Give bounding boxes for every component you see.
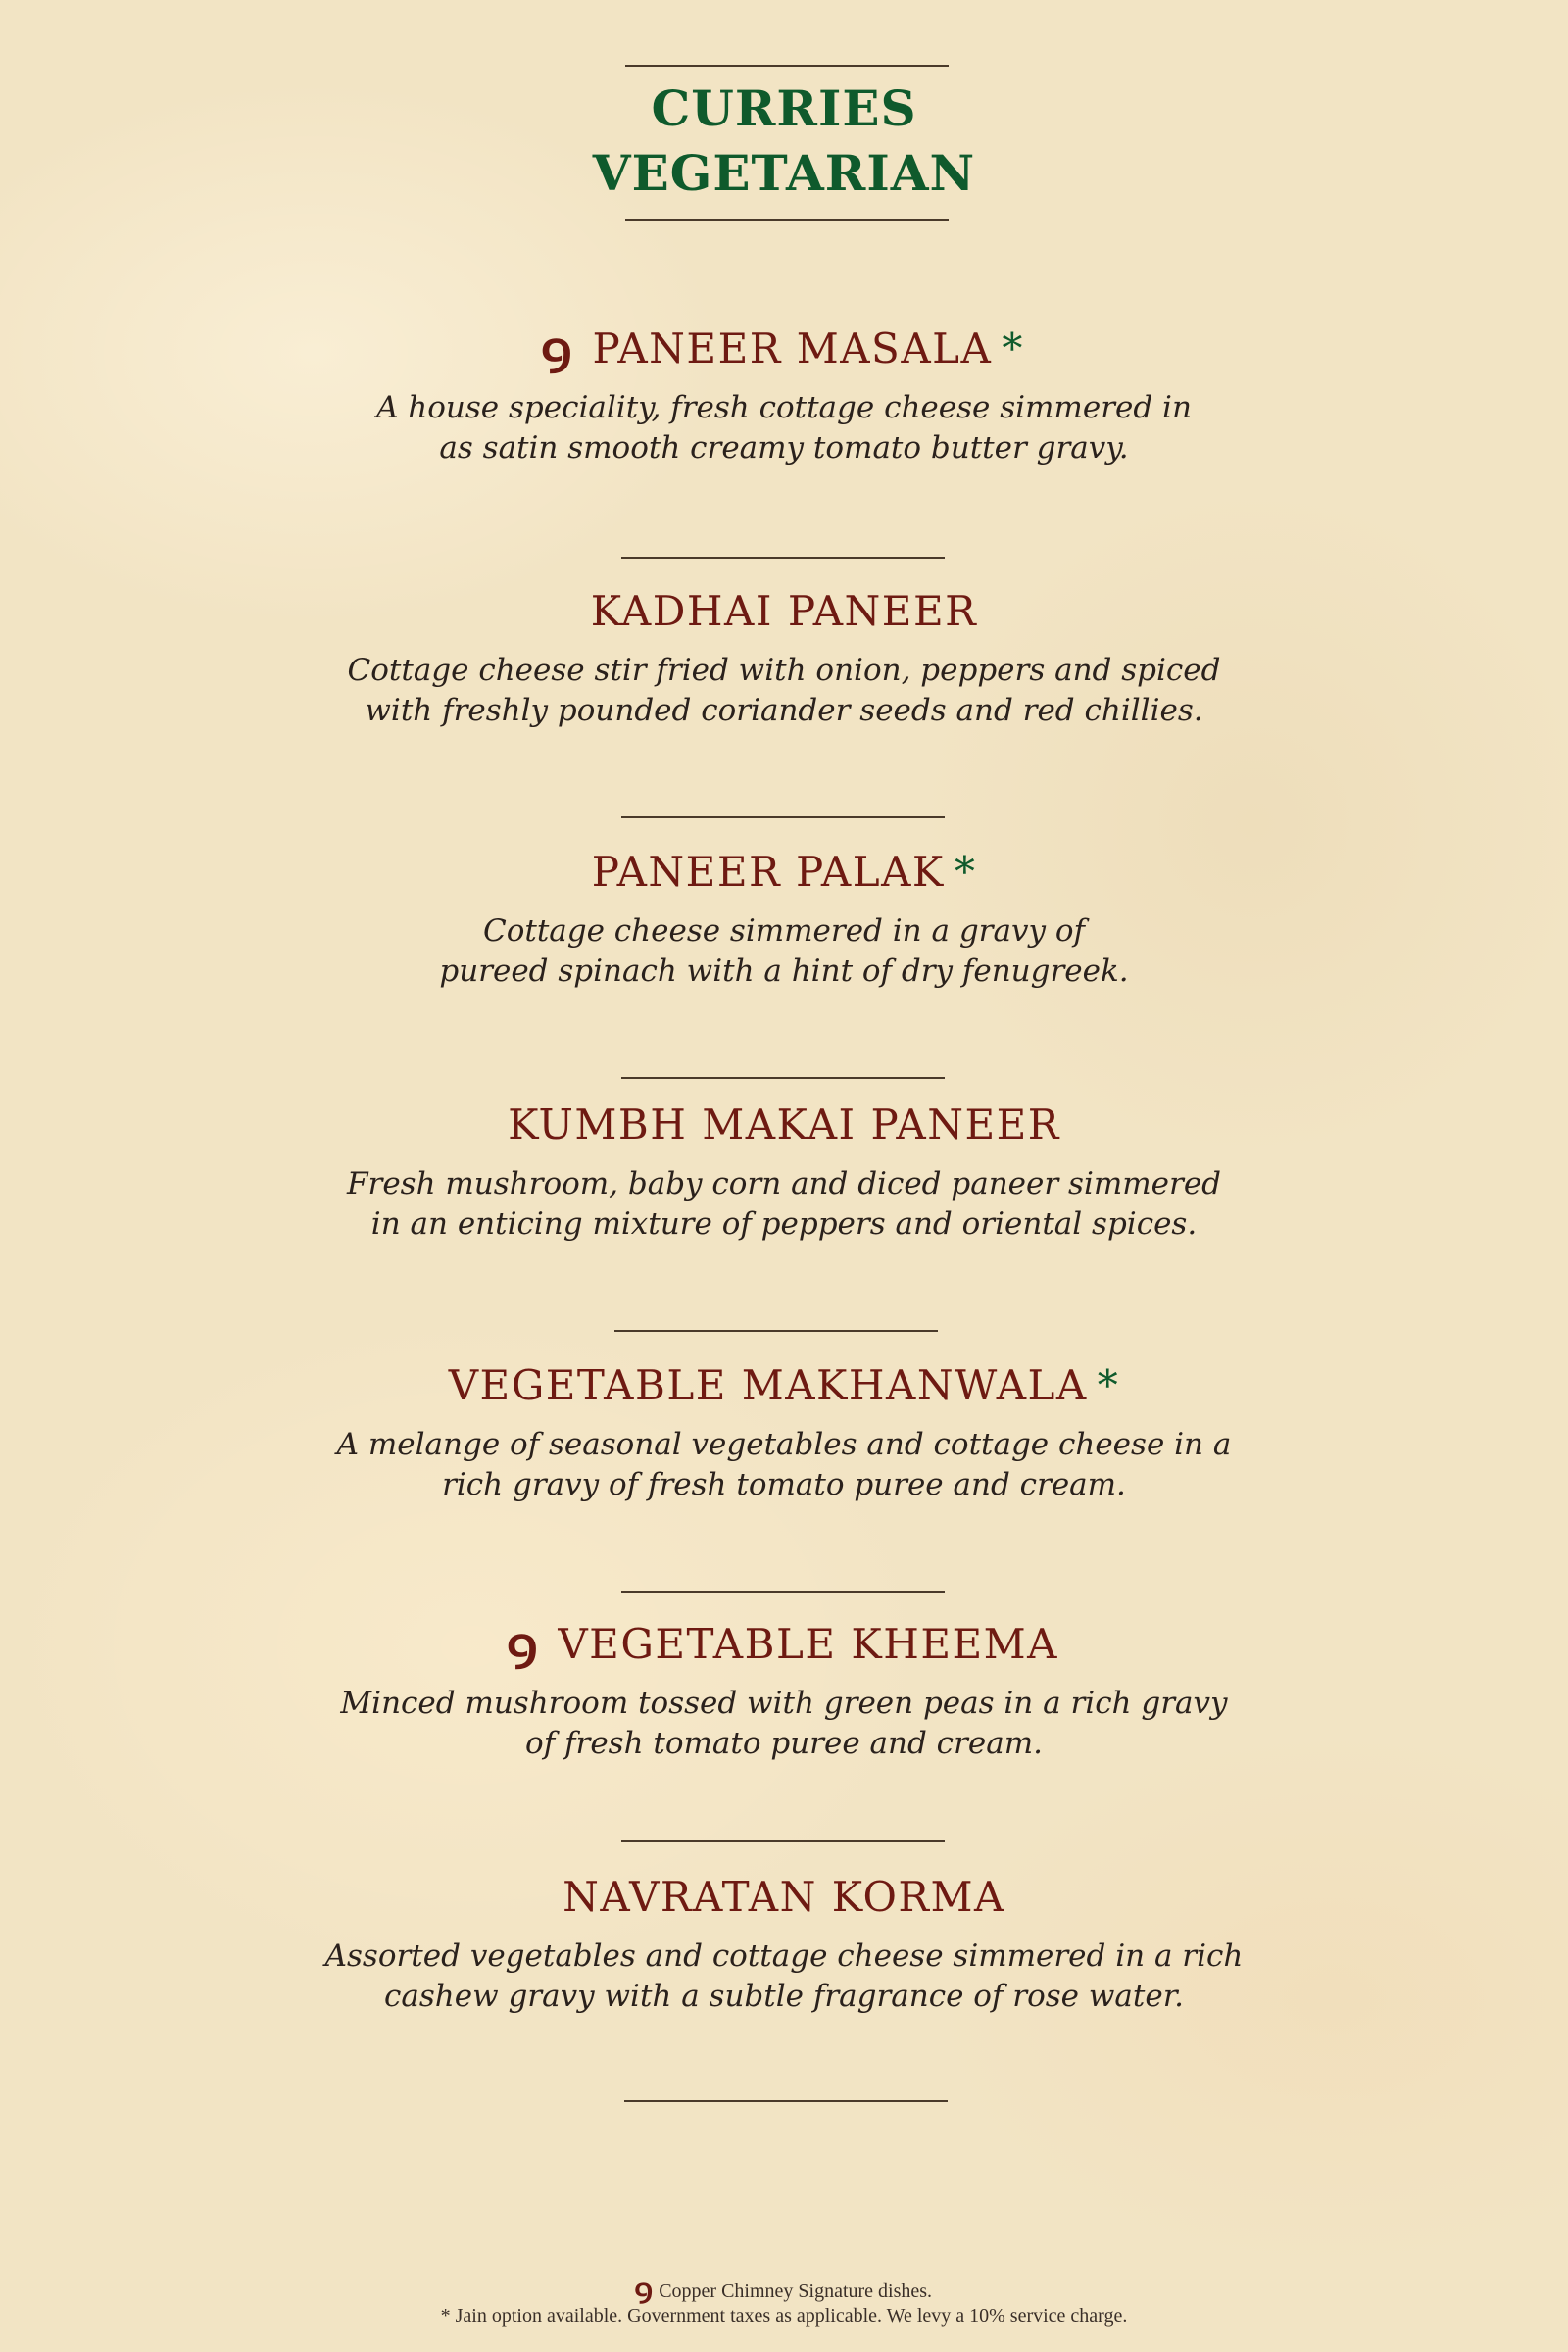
menu-item-name: VEGETABLE KHEEMA — [558, 1620, 1058, 1668]
menu-item-paneer-masala — [0, 319, 1568, 468]
page-title — [0, 76, 1568, 206]
jain-option-marker: * — [1097, 1361, 1120, 1409]
menu-item-description — [0, 911, 1568, 992]
page-title-line2: VEGETARIAN — [592, 144, 976, 202]
header-top-rule — [625, 65, 949, 67]
menu-item-title — [0, 319, 1568, 378]
menu-item-description-line: in an enticing mixture of peppers and oriental spices. — [370, 1206, 1198, 1242]
menu-item-kadhai-paneer — [0, 582, 1568, 731]
menu-item-navratan-korma — [0, 1868, 1568, 2017]
menu-item-title — [0, 1868, 1568, 1927]
item-divider — [621, 1077, 945, 1079]
menu-item-name: VEGETABLE MAKHANWALA — [448, 1361, 1088, 1409]
menu-item-description — [0, 1936, 1568, 2017]
menu-item-description-line: Assorted vegetables and cottage cheese simmered in a rich — [324, 1938, 1244, 1974]
menu-item-name: PANEER MASALA — [592, 324, 993, 372]
menu-item-description-line: Fresh mushroom, baby corn and diced paneer simmered — [346, 1166, 1222, 1201]
page-title-line1: CURRIES — [651, 79, 917, 137]
footer-jain-note — [0, 2305, 1568, 2328]
jain-option-marker: * — [1002, 324, 1024, 372]
menu-item-vegetable-makhanwala — [0, 1356, 1568, 1505]
menu-item-description-line: with freshly pounded coriander seeds and red chillies. — [365, 693, 1203, 728]
signature-dish-icon: ꝯ — [506, 1619, 540, 1669]
menu-item-kumbh-makai-paneer — [0, 1096, 1568, 1245]
menu-item-paneer-palak — [0, 843, 1568, 992]
menu-item-name: NAVRATAN KORMA — [563, 1873, 1005, 1921]
menu-item-name: KADHAI PANEER — [590, 587, 978, 635]
menu-item-title — [0, 1356, 1568, 1415]
signature-dish-icon: ꝯ — [634, 2275, 654, 2304]
menu-item-title — [0, 843, 1568, 902]
item-divider — [614, 1330, 938, 1332]
jain-option-marker: * — [954, 848, 977, 896]
header-bottom-rule — [625, 219, 949, 220]
footer-signature-note — [0, 2270, 1568, 2305]
menu-item-title — [0, 582, 1568, 641]
footer-signature-text: Copper Chimney Signature dishes. — [659, 2280, 933, 2302]
menu-item-description — [0, 651, 1568, 731]
menu-item-description-line: pureed spinach with a hint of dry fenugreek. — [439, 954, 1129, 989]
menu-item-description-line: A house speciality, fresh cottage cheese simmered in — [376, 390, 1192, 425]
menu-item-description-line: Cottage cheese simmered in a gravy of — [482, 913, 1085, 949]
menu-item-description-line: of fresh tomato puree and cream. — [525, 1726, 1043, 1761]
menu-item-name: KUMBH MAKAI PANEER — [508, 1101, 1060, 1149]
menu-item-description — [0, 388, 1568, 468]
menu-item-description-line: as satin smooth creamy tomato butter gravy. — [439, 430, 1129, 466]
menu-item-title — [0, 1096, 1568, 1154]
item-divider — [621, 816, 945, 818]
menu-item-description-line: A melange of seasonal vegetables and cottage cheese in a — [336, 1427, 1232, 1462]
item-divider — [621, 557, 945, 559]
item-divider — [621, 1840, 945, 1842]
signature-dish-icon: ꝯ — [540, 323, 574, 373]
menu-item-name: PANEER PALAK — [591, 848, 945, 896]
menu-item-description-line: Cottage cheese stir fried with onion, peppers and spiced — [347, 653, 1221, 688]
menu-item-title — [0, 1615, 1568, 1674]
item-divider — [624, 2100, 948, 2102]
menu-item-vegetable-kheema — [0, 1615, 1568, 1764]
footer-jain-text: * Jain option available. Government taxes as applicable. We levy a 10% service charge. — [440, 2305, 1128, 2327]
menu-item-description — [0, 1164, 1568, 1245]
menu-item-description-line: cashew gravy with a subtle fragrance of rose water. — [384, 1979, 1184, 2014]
menu-item-description-line: Minced mushroom tossed with green peas in a rich gravy — [340, 1686, 1228, 1721]
menu-item-description — [0, 1425, 1568, 1505]
item-divider — [621, 1591, 945, 1592]
menu-item-description-line: rich gravy of fresh tomato puree and cream. — [442, 1467, 1126, 1502]
menu-item-description — [0, 1684, 1568, 1764]
